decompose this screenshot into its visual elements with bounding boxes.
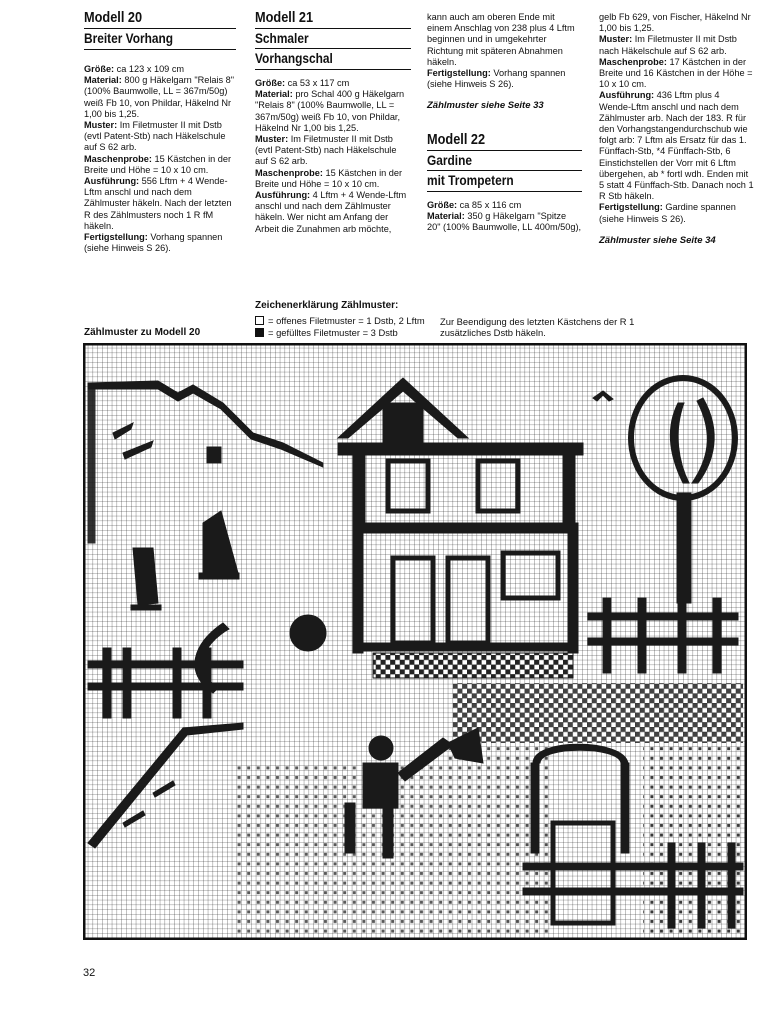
legend-open: = offenes Filetmuster = 1 Dstb, 2 Lftm <box>255 315 425 326</box>
column-continued <box>427 12 582 233</box>
chart-reference: Zählmuster siehe Seite 33 <box>427 100 544 112</box>
instructions: gelb Fb 629, von Fischer, Häkelnd Nr 1,00 bis 1,25. Muster: Im Filetmuster II mit Dstb nach Häkelschule auf S 62 arb. Maschenprobe: 17 Kästchen in der Breite und 16 Kästchen in der Höhe = 10 x 10 cm. Ausführung: 436 Lftm plus 4 Wende-Lftm anschl und nach dem Zählmuster arb. Nach der 183. R für den Vorhangstangendurchschub wie folgt arb: 7 Lftm als Ersatz für das 1. Fünffach-Stb, *4 Fünffach-Stb, 6 Einstichstellen der Vorr mit 6 Lftm übergehen, ab * fortl wdh. Enden mit 5 statt 4 Fünffach-Stb. Danach noch 1 R Stb häkeln. Fertigstellung: Gardine spannen (siehe Hinweis S 26). <box>599 12 754 224</box>
model-heading: Modell 20 <box>84 9 143 26</box>
divider <box>255 48 411 49</box>
instructions: Größe: ca 85 x 116 cm Material: 350 g Häkelgarn "Spitze 20" (100% Baumwolle, LL 400m/50g), <box>427 199 582 233</box>
legend-note: Zur Beendigung des letzten Kästchens der R 1 zusätzliches Dstb häkeln. <box>440 316 635 338</box>
divider <box>84 49 236 50</box>
instructions: Größe: ca 53 x 117 cm Material: pro Schal 400 g Häkelgarn "Relais 8" (100% Baumwolle, LL = 367m/50g) weiß Fb 10, von Phildar, Häkelnd Nr 1,00 bis 1,25. Muster: Im Filetmuster II mit Dstb (evtl Patent-Stb) nach Häkelschule auf S 62 arb. Maschenprobe: 15 Kästchen in der Breite und Höhe = 10 x 10 cm. Ausführung: 4 Lftm + 4 Wende-Lftm anschl und nach dem Zählmuster häkeln. Wer nicht am Anfang der Arbeit die Zunahmen arb möchte, <box>255 78 407 234</box>
column-modell-21 <box>255 10 411 235</box>
column-continued <box>599 12 754 246</box>
chart-reference: Zählmuster siehe Seite 34 <box>599 234 716 246</box>
divider <box>255 28 411 29</box>
model-title: Breiter Vorhang <box>84 30 174 46</box>
column-modell-20 <box>84 10 236 254</box>
divider <box>427 150 582 151</box>
legend-full: = gefülltes Filetmuster = 3 Dstb <box>255 327 398 338</box>
model-heading: Modell 21 <box>255 9 314 26</box>
filet-chart <box>83 343 747 940</box>
chart-caption: Zählmuster zu Modell 20 <box>84 327 201 338</box>
divider <box>427 191 582 192</box>
instructions: Größe: ca 123 x 109 cm Material: 800 g Häkelgarn "Relais 8" (100% Baumwolle, LL = 367m/50g) weiß Fb 10, von Phildar, Häkelnd Nr 1,00 bis 1,25. Muster: Im Filetmuster II mit Dstb (evtl Patent-Stb) nach Häkelschule auf S 62 arb. Maschenprobe: 15 Kästchen in der Breite und Höhe = 10 x 10 cm. Ausführung: 556 Lftm + 4 Wende-Lftm anschl und nach dem Zählmuster häkeln. Nach der letzten R des Zählmusters noch 1 R fM häkeln. Fertigstellung: Vorhang spannen (siehe Hinweis S 26). <box>84 64 235 254</box>
filled-square-icon <box>255 328 264 337</box>
instructions: kann auch am oberen Ende mit einem Anschlag von 238 plus 4 Lftm beginnen und in umgekehrter Richtung mit späteren Abnahmen häkeln. Fertigstellung: Vorhang spannen (siehe Hinweis S 26). <box>427 12 575 90</box>
divider <box>84 28 236 29</box>
divider <box>255 69 411 70</box>
model-heading: Modell 22 <box>427 130 486 148</box>
open-square-icon <box>255 316 264 325</box>
model-title: Vorhangschal <box>255 50 333 66</box>
model-title: Gardine <box>427 151 472 168</box>
model-title: mit Trompetern <box>427 171 514 188</box>
legend-title: Zeichenerklärung Zählmuster: <box>255 300 399 311</box>
model-title: Schmaler <box>255 30 309 46</box>
divider <box>427 170 582 171</box>
page-number: 32 <box>83 967 96 979</box>
